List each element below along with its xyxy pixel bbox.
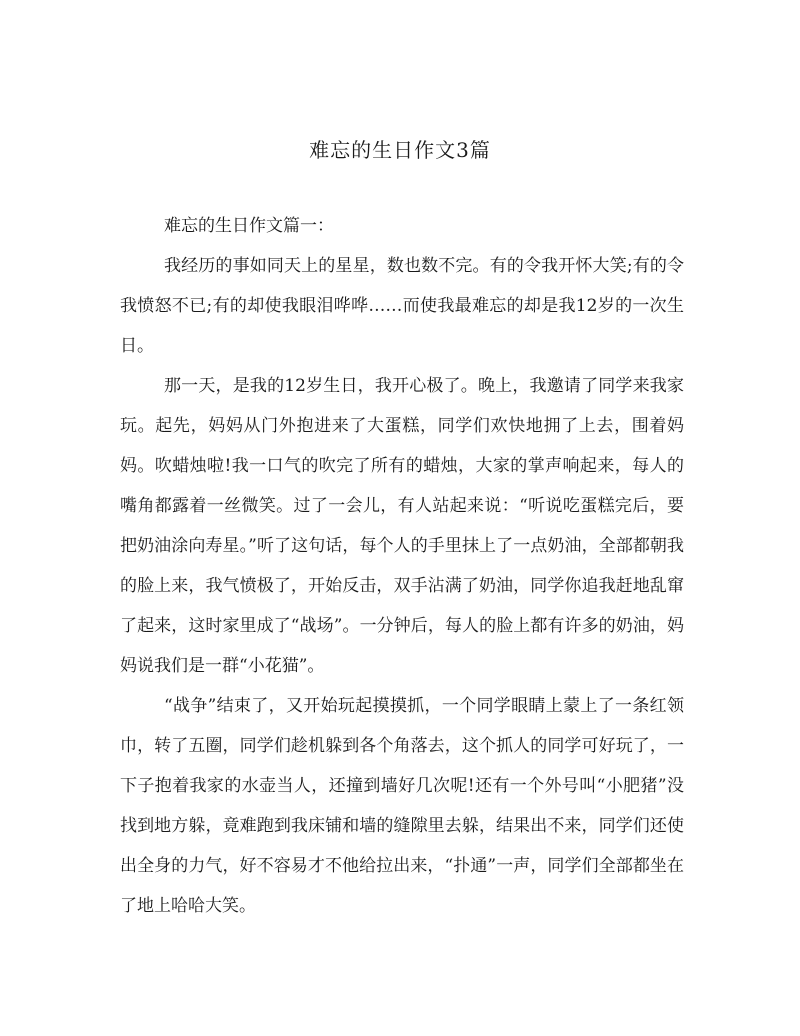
- paragraph-1: 我经历的事如同天上的星星，数也数不完。有的令我开怀大笑;有的令我愤怒不已;有的却使我眼泪哗哗……而使我最难忘的却是我12岁的一次生日。: [120, 256, 684, 356]
- paragraph-2: 那一天，是我的12岁生日，我开心极了。晚上，我邀请了同学来我家玩。起先，妈妈从门外抱进来了大蛋糕，同学们欢快地拥了上去，围着妈妈。吹蜡烛啦!我一口气的吹完了所有的蜡烛，大家的掌声响起来，每人的嘴角都露着一丝微笑。过了一会儿，有人站起来说：“听说吃蛋糕完后，要把奶油涂向寿星。”听了这句话，每个人的手里抹上了一点奶油，全部都朝我的脸上来，我气愤极了，开始反击，双手沾满了奶油，同学你追我赶地乱窜了起来，这时家里成了“战场”。一分钟后，每人的脸上都有许多的奶油，妈妈说我们是一群“小花猫”。: [120, 376, 684, 676]
- document-title: 难忘的生日作文3篇: [309, 138, 491, 162]
- document-body: [120, 206, 684, 926]
- section-heading: 难忘的生日作文篇一：: [164, 216, 334, 236]
- paragraph-3: “战争”结束了，又开始玩起摸摸抓，一个同学眼睛上蒙上了一条红领巾，转了五圈，同学们趁机躲到各个角落去，这个抓人的同学可好玩了，一下子抱着我家的水壶当人，还撞到墙好几次呢!还有一个外号叫“小肥猪”没找到地方躲，竟难跑到我床铺和墙的缝隙里去躲，结果出不来，同学们还使出全身的力气，好不容易才不他给拉出来，“扑通”一声，同学们全部都坐在了地上哈哈大笑。: [120, 696, 684, 916]
